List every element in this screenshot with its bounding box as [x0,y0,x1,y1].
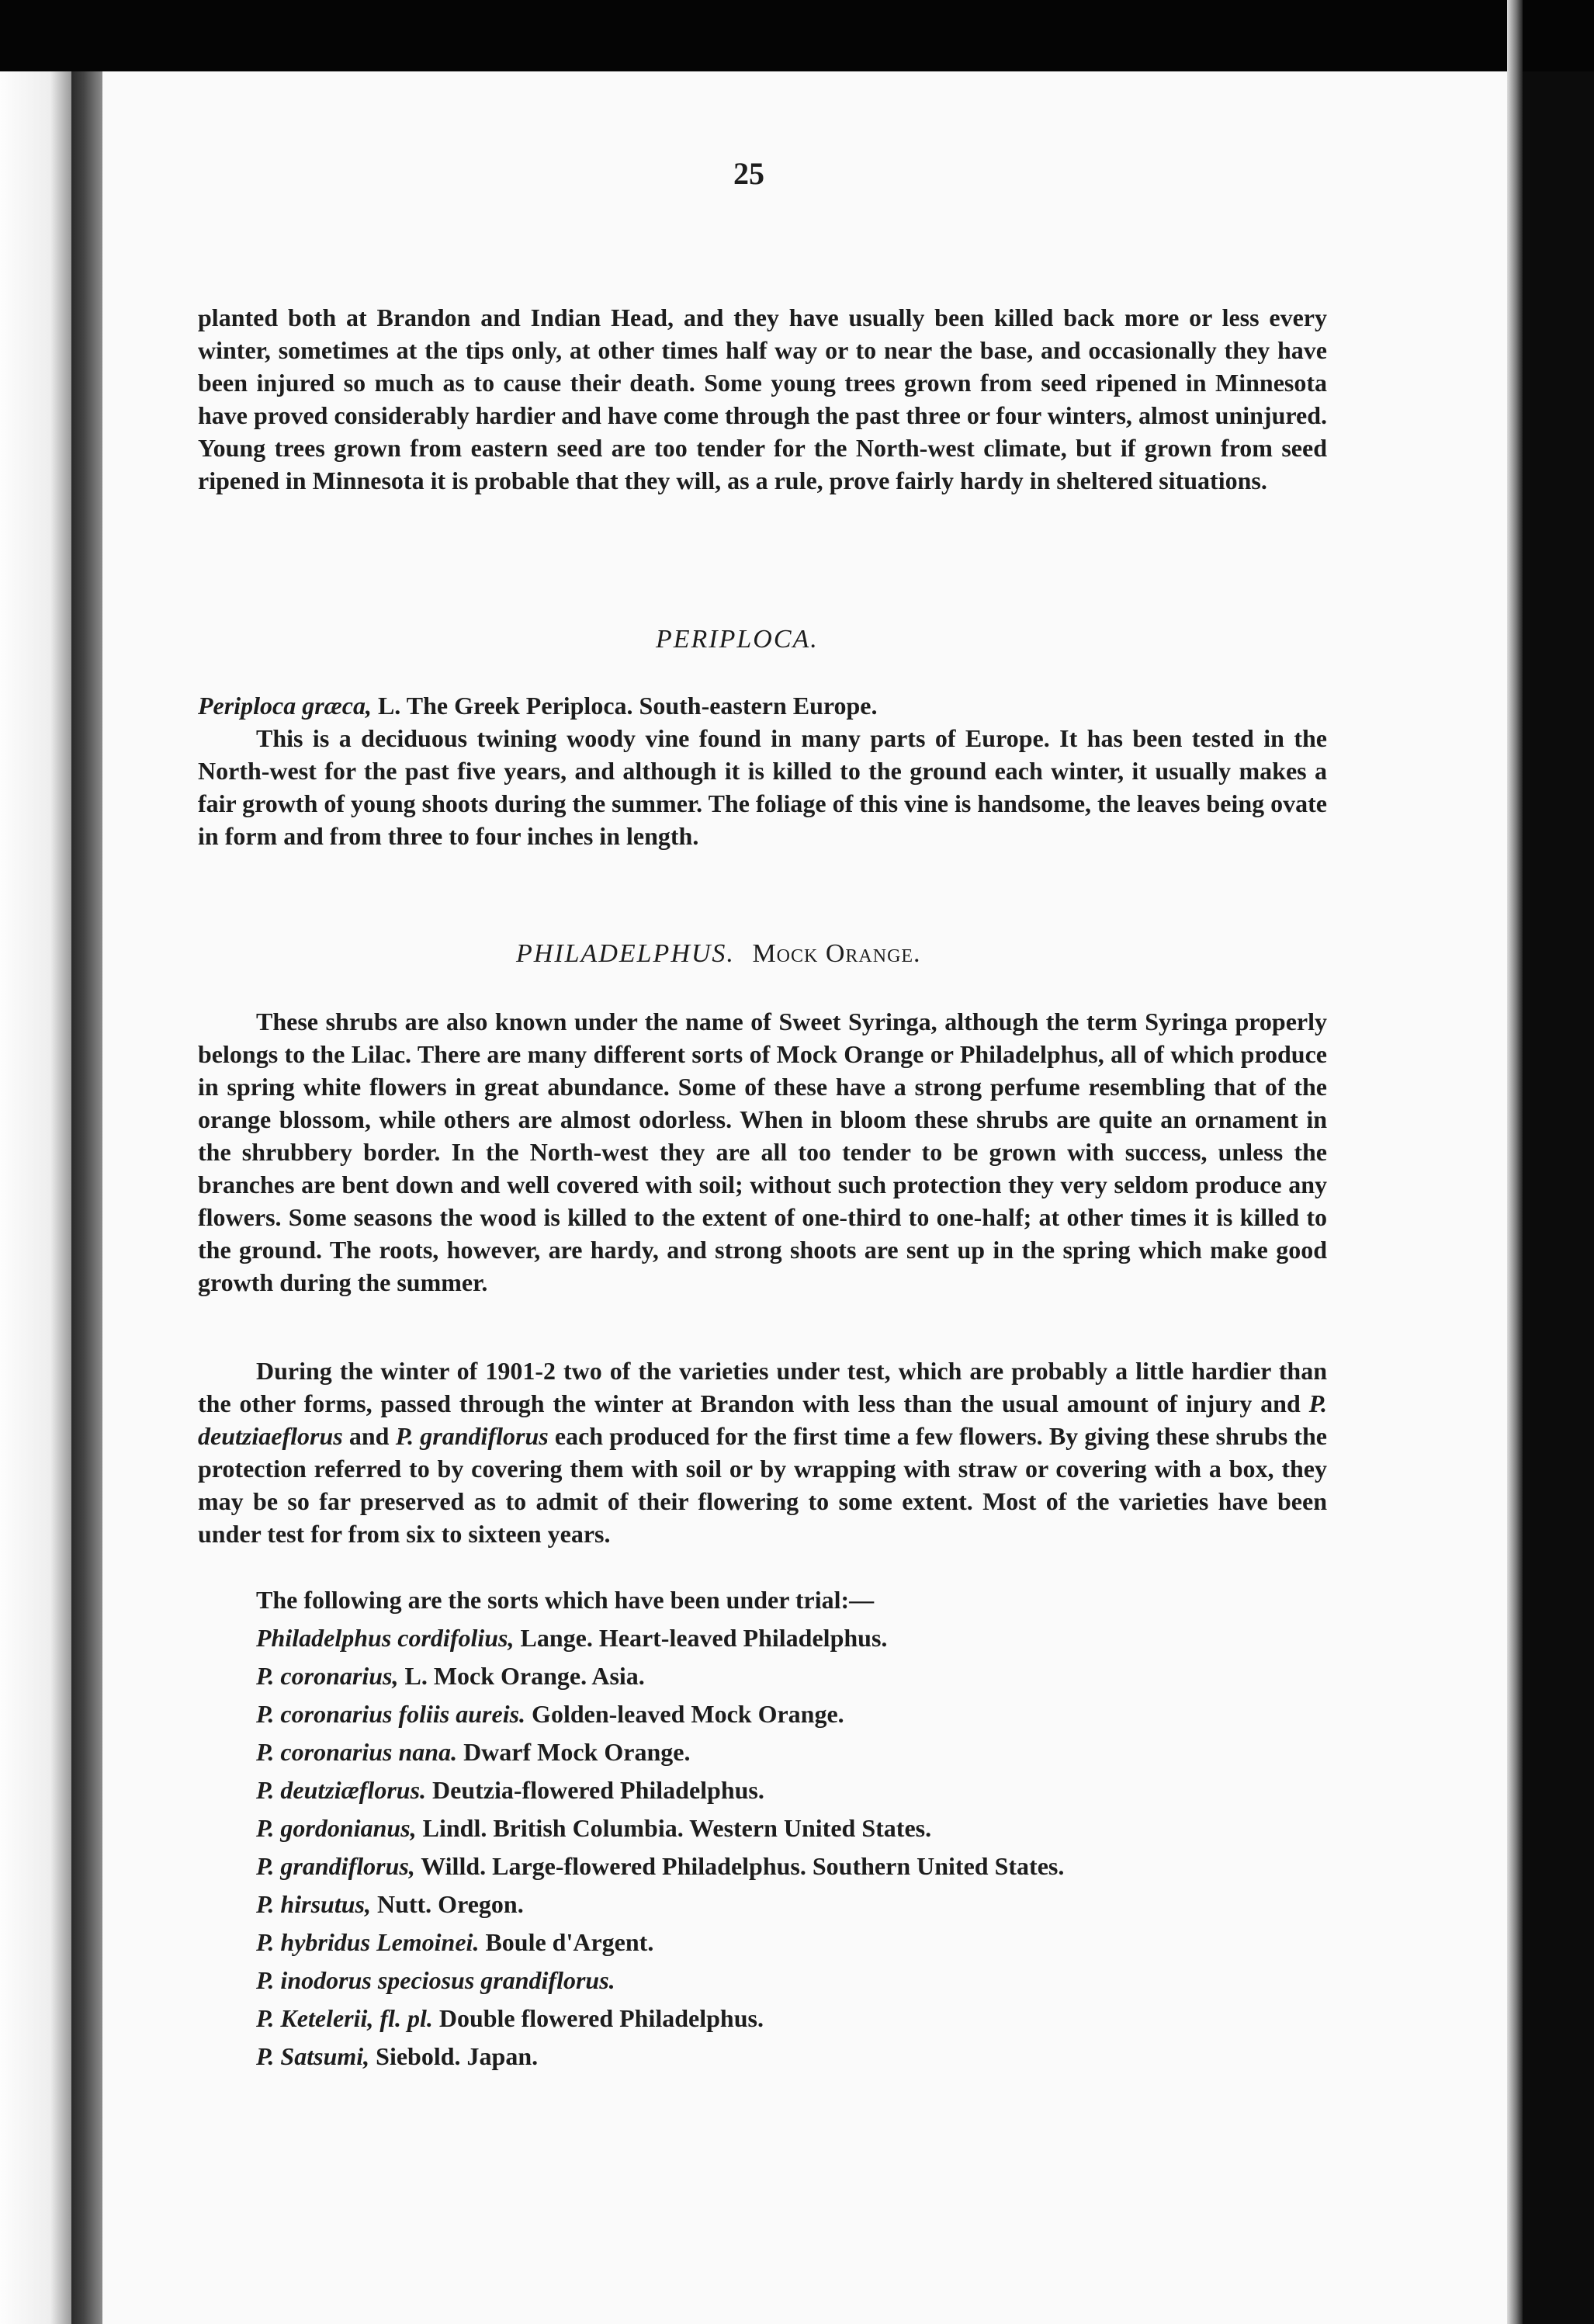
intro-paragraph: planted both at Brandon and Indian Head, and they have usually been killed back more or less every winter, sometimes at the tips only, at other times half way or to near the base, and occasionally they have been injured so much as to cause their death. Some young trees grown from seed ripened in Minnesota have proved considerably hardier and have come through the past three or four winters, almost uninjured. Young trees grown from eastern seed are too tender for the North-west climate, but if grown from seed ripened in Minnesota it is probable that they will, as a rule, prove fairly hardy in sheltered situations. [198,304,1327,494]
variety-desc: Willd. Large-flowered Philadelphus. Southern United States. [414,1852,1065,1880]
periploca-species-desc: L. The Greek Periploca. South-eastern Europe. [371,692,878,720]
variety-name: P. gordonianus, [256,1814,417,1842]
philadelphus-common-name: Mock Orange. [752,939,921,968]
paragraph-2-text-b: and [342,1422,396,1450]
variety-name: P. Ketelerii, fl. pl. [256,2004,433,2032]
variety-list-item [256,1700,844,1729]
variety-list-item [256,1662,645,1691]
philadelphus-paragraph-2 [198,1355,1327,1550]
variety-desc: L. Mock Orange. Asia. [398,1662,645,1690]
variety-name: P. Satsumi, [256,2042,370,2070]
variety-desc: Nutt. Oregon. [370,1890,524,1918]
variety-desc: Dwarf Mock Orange. [457,1738,691,1766]
variety-list-item [256,1890,524,1919]
periploca-paragraph: This is a deciduous twining woody vine found in many parts of Europe. It has been tested in the North-west for the past five years, and although it is killed to the ground each winter, it usually makes a fair growth of young shoots during the summer. The foliage of this vine is handsome, the leaves being ovate in form and from three to four inches in length. [198,724,1327,850]
variety-list-item [256,1738,690,1767]
philadelphus-heading-line [516,939,921,969]
page-number: 25 [733,156,764,191]
variety-desc: Lindl. British Columbia. Western United States. [416,1814,932,1842]
philadelphus-paragraph-1: These shrubs are also known under the name of Sweet Syringa, although the term Syringa properly belongs to the Lilac. There are many different sorts of Mock Orange or Philadelphus, all of which produce in spring white flowers in great abundance. Some of these have a strong perfume resembling that of the orange blossom, while others are almost odorless. When in bloom these shrubs are quite an ornament in the shrubbery border. In the North-west they are all too tender to be grown with success, unless the branches are bent down and well covered with soil; without such protection they very seldom produce any flowers. Some seasons the wood is killed to the extent of one-third to one-half; at other times it is killed to the ground. The roots, however, are hardy, and strong shoots are sent up in the spring which make good growth during the summer. [198,1008,1327,1296]
periploca-species-line [198,689,1327,722]
variety-desc: Siebold. Japan. [369,2042,539,2070]
variety-desc: Golden-leaved Mock Orange. [525,1700,844,1728]
variety-desc: Boule d'Argent. [479,1928,654,1956]
philadelphus-paragraph-3: The following are the sorts which have been under trial:— [256,1586,875,1614]
paragraph-2-species-1: P. deutziaeflorus [198,1389,1327,1450]
periploca-heading: PERIPLOCA. [656,625,819,654]
variety-list-item [256,2042,538,2071]
variety-desc: Lange. Heart-leaved Philadelphus. [514,1624,888,1652]
variety-name: P. inodorus speciosus grandiflorus. [256,1966,615,1994]
periploca-species-name: Periploca græca, [198,692,372,720]
variety-list-item [256,1966,615,1995]
variety-list-item [256,2004,764,2033]
variety-list-item [256,1814,931,1843]
variety-list-item [256,1852,1064,1881]
variety-desc: Double flowered Philadelphus. [432,2004,764,2032]
variety-name: Philadelphus cordifolius, [256,1624,515,1652]
variety-name: P. coronarius nana. [256,1738,458,1766]
variety-list-item [256,1624,887,1653]
paragraph-2-text-a: During the winter of 1901-2 two of the varieties under test, which are probably a little hardier than the other forms, passed through the winter at Brandon with less than the usual amount of injury and [198,1357,1327,1417]
variety-name: P. coronarius foliis aureis. [256,1700,526,1728]
variety-list-item [256,1928,653,1957]
paragraph-2-text-c: each produced for the first time a few flowers. By giving these shrubs the protection referred to by covering them with soil or by wrapping with straw or covering with a box, they may be so far preserved as to admit of their flowering to some extent. Most of the varieties have been under test for from six to sixteen years. [198,1422,1328,1548]
philadelphus-heading: PHILADELPHUS. [516,939,735,968]
variety-list-item [256,1776,764,1805]
variety-name: P. hybridus Lemoinei. [256,1928,480,1956]
page-right-edge [1507,0,1523,2324]
adjacent-page-edge [0,71,71,2324]
variety-name: P. grandiflorus, [256,1852,415,1880]
variety-name: P. deutziæflorus. [256,1776,427,1804]
variety-name: P. coronarius, [256,1662,399,1690]
binding-shadow [71,71,102,2324]
scan-top-border [0,0,1594,71]
variety-name: P. hirsutus, [256,1890,371,1918]
paragraph-2-species-2: P. grandiflorus [395,1422,549,1450]
variety-desc: Deutzia-flowered Philadelphus. [426,1776,764,1804]
